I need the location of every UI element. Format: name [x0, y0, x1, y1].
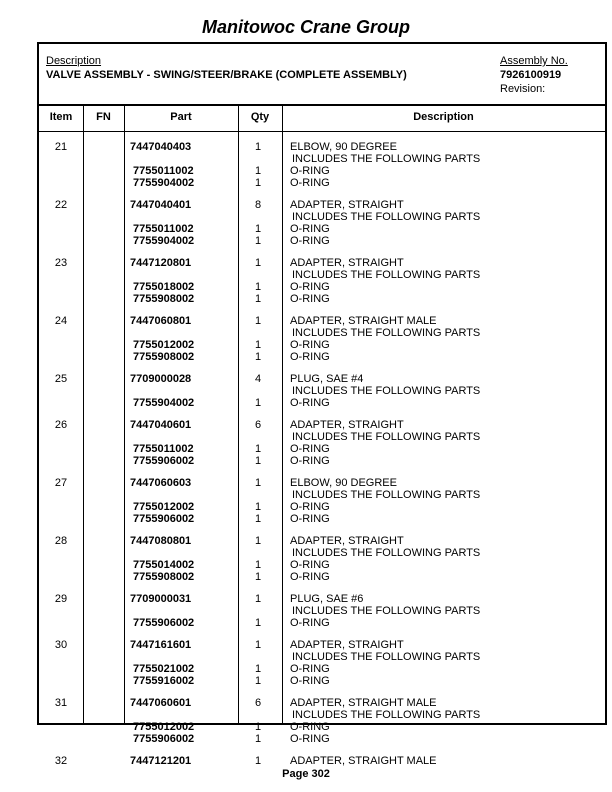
- sub-part-description: O-RING: [290, 501, 330, 513]
- sub-part-description: O-RING: [290, 455, 330, 467]
- part-description: ADAPTER, STRAIGHT: [290, 419, 404, 431]
- part-description: ADAPTER, STRAIGHT: [290, 535, 404, 547]
- sub-part-description: O-RING: [290, 559, 330, 571]
- sub-part-description: O-RING: [290, 397, 330, 409]
- sub-part-description: O-RING: [290, 281, 330, 293]
- sub-part-description: O-RING: [290, 663, 330, 675]
- sub-quantity: 1: [254, 165, 262, 177]
- column-header-fn: FN: [96, 111, 111, 123]
- part-description: ADAPTER, STRAIGHT: [290, 639, 404, 651]
- includes-note: INCLUDES THE FOLLOWING PARTS: [292, 269, 481, 281]
- sub-quantity: 1: [254, 339, 262, 351]
- includes-note: INCLUDES THE FOLLOWING PARTS: [292, 327, 481, 339]
- item-number: 26: [54, 419, 68, 431]
- quantity: 6: [254, 697, 262, 709]
- sub-quantity: 1: [254, 351, 262, 363]
- description-value: VALVE ASSEMBLY - SWING/STEER/BRAKE (COMPLETE ASSEMBLY): [46, 69, 407, 81]
- sub-part-number: 7755011002: [133, 443, 194, 455]
- item-number: 24: [54, 315, 68, 327]
- sub-quantity: 1: [254, 675, 262, 687]
- sub-part-description: O-RING: [290, 733, 330, 745]
- sub-part-description: O-RING: [290, 293, 330, 305]
- quantity: 1: [254, 639, 262, 651]
- sub-part-description: O-RING: [290, 177, 330, 189]
- part-number: 7447060801: [130, 315, 192, 327]
- item-number: 31: [54, 697, 68, 709]
- assembly-number-label: Assembly No.: [500, 55, 568, 67]
- includes-note: INCLUDES THE FOLLOWING PARTS: [292, 153, 481, 165]
- part-number: 7447040403: [130, 141, 192, 153]
- includes-note: INCLUDES THE FOLLOWING PARTS: [292, 211, 481, 223]
- sub-part-number: 7755018002: [133, 281, 195, 293]
- part-description: ADAPTER, STRAIGHT MALE: [290, 315, 437, 327]
- part-number: 7447161601: [130, 639, 192, 651]
- part-number: 7447060601: [130, 697, 192, 709]
- sub-part-number: 7755021002: [133, 663, 195, 675]
- table-row: [39, 363, 605, 409]
- sub-part-number: 7755908002: [133, 571, 195, 583]
- sub-part-description: O-RING: [290, 235, 330, 247]
- table-row: [39, 409, 605, 467]
- revision-label: Revision:: [500, 83, 546, 95]
- sub-part-number: 7755011002: [133, 223, 194, 235]
- item-number: 30: [54, 639, 68, 651]
- sub-part-description: O-RING: [290, 165, 330, 177]
- quantity: 1: [254, 755, 262, 767]
- includes-note: INCLUDES THE FOLLOWING PARTS: [292, 385, 481, 397]
- sub-part-number: 7755012002: [133, 501, 195, 513]
- column-header-part: Part: [170, 111, 192, 123]
- sub-part-description: O-RING: [290, 675, 330, 687]
- includes-note: INCLUDES THE FOLLOWING PARTS: [292, 431, 481, 443]
- includes-note: INCLUDES THE FOLLOWING PARTS: [292, 651, 481, 663]
- sub-part-description: O-RING: [290, 513, 330, 525]
- part-description: PLUG, SAE #4: [290, 373, 364, 385]
- part-description: PLUG, SAE #6: [290, 593, 364, 605]
- sub-part-description: O-RING: [290, 223, 330, 235]
- table-row: [39, 189, 605, 247]
- sub-quantity: 1: [254, 177, 262, 189]
- table-row: [39, 745, 605, 767]
- quantity: 6: [254, 419, 262, 431]
- sub-quantity: 1: [254, 443, 262, 455]
- sub-quantity: 1: [254, 293, 262, 305]
- part-number: 7447040601: [130, 419, 192, 431]
- quantity: 1: [254, 141, 262, 153]
- sub-part-number: 7755906002: [133, 513, 195, 525]
- sub-part-number: 7755916002: [133, 675, 195, 687]
- part-description: ADAPTER, STRAIGHT MALE: [290, 697, 437, 709]
- sub-part-description: O-RING: [290, 443, 330, 455]
- includes-note: INCLUDES THE FOLLOWING PARTS: [292, 709, 481, 721]
- sub-part-description: O-RING: [290, 339, 330, 351]
- sub-part-number: 7755906002: [133, 455, 195, 467]
- part-number: 7447060603: [130, 477, 192, 489]
- quantity: 1: [254, 477, 262, 489]
- sub-part-number: 7755906002: [133, 617, 195, 629]
- includes-note: INCLUDES THE FOLLOWING PARTS: [292, 605, 481, 617]
- item-number: 27: [54, 477, 68, 489]
- sub-quantity: 1: [254, 663, 262, 675]
- quantity: 1: [254, 593, 262, 605]
- sub-quantity: 1: [254, 733, 262, 745]
- sub-part-number: 7755908002: [133, 293, 195, 305]
- sub-part-number: 7755908002: [133, 351, 195, 363]
- sub-quantity: 1: [254, 281, 262, 293]
- item-number: 23: [54, 257, 68, 269]
- sub-part-number: 7755906002: [133, 733, 195, 745]
- part-description: ELBOW, 90 DEGREE: [290, 141, 397, 153]
- quantity: 8: [254, 199, 262, 211]
- sub-part-number: 7755014002: [133, 559, 195, 571]
- sub-part-number: 7755904002: [133, 397, 195, 409]
- table-row: [39, 467, 605, 525]
- sub-part-description: O-RING: [290, 351, 330, 363]
- table-row: [39, 131, 605, 189]
- part-description: ADAPTER, STRAIGHT MALE: [290, 755, 437, 767]
- item-number: 29: [54, 593, 68, 605]
- assembly-header: [39, 44, 605, 106]
- part-number: 7709000031: [130, 593, 192, 605]
- sub-quantity: 1: [254, 235, 262, 247]
- part-number: 7447080801: [130, 535, 192, 547]
- assembly-number-value: 7926100919: [500, 69, 562, 81]
- sub-quantity: 1: [254, 513, 262, 525]
- sub-part-description: O-RING: [290, 721, 330, 733]
- sub-quantity: 1: [254, 397, 262, 409]
- sub-quantity: 1: [254, 559, 262, 571]
- table-row: [39, 247, 605, 305]
- sub-part-number: 7755904002: [133, 235, 195, 247]
- column-header-description: Description: [413, 111, 474, 123]
- sub-quantity: 1: [254, 721, 262, 733]
- sub-quantity: 1: [254, 571, 262, 583]
- sub-quantity: 1: [254, 455, 262, 467]
- parts-table: [37, 42, 607, 767]
- sub-quantity: 1: [254, 617, 262, 629]
- quantity: 1: [254, 257, 262, 269]
- part-number: 7447121201: [130, 755, 192, 767]
- item-number: 25: [54, 373, 68, 385]
- sub-quantity: 1: [254, 501, 262, 513]
- item-number: 28: [54, 535, 68, 547]
- column-header-qty: Qty: [250, 111, 270, 123]
- sub-part-number: 7755011002: [133, 165, 194, 177]
- table-row: [39, 687, 605, 745]
- item-number: 32: [54, 755, 68, 767]
- sub-part-number: 7755012002: [133, 339, 195, 351]
- parts-rows: [39, 131, 605, 767]
- table-row: [39, 629, 605, 687]
- page-title: Manitowoc Crane Group: [201, 17, 410, 37]
- item-number: 22: [54, 199, 68, 211]
- part-description: ADAPTER, STRAIGHT: [290, 199, 404, 211]
- sub-part-number: 7755904002: [133, 177, 195, 189]
- quantity: 4: [254, 373, 262, 385]
- quantity: 1: [254, 535, 262, 547]
- column-header-item: Item: [49, 111, 73, 123]
- item-number: 21: [54, 141, 68, 153]
- part-number: 7709000028: [130, 373, 192, 385]
- description-label: Description: [46, 55, 102, 67]
- sub-part-description: O-RING: [290, 571, 330, 583]
- page-number: Page 302: [282, 768, 330, 780]
- table-row: [39, 525, 605, 583]
- part-description: ADAPTER, STRAIGHT: [290, 257, 404, 269]
- part-number: 7447120801: [130, 257, 192, 269]
- table-row: [39, 583, 605, 629]
- includes-note: INCLUDES THE FOLLOWING PARTS: [292, 547, 481, 559]
- sub-part-number: 7755012002: [133, 721, 195, 733]
- table-row: [39, 305, 605, 363]
- sub-part-description: O-RING: [290, 617, 330, 629]
- part-description: ELBOW, 90 DEGREE: [290, 477, 397, 489]
- sub-quantity: 1: [254, 223, 262, 235]
- part-number: 7447040401: [130, 199, 192, 211]
- includes-note: INCLUDES THE FOLLOWING PARTS: [292, 489, 481, 501]
- quantity: 1: [254, 315, 262, 327]
